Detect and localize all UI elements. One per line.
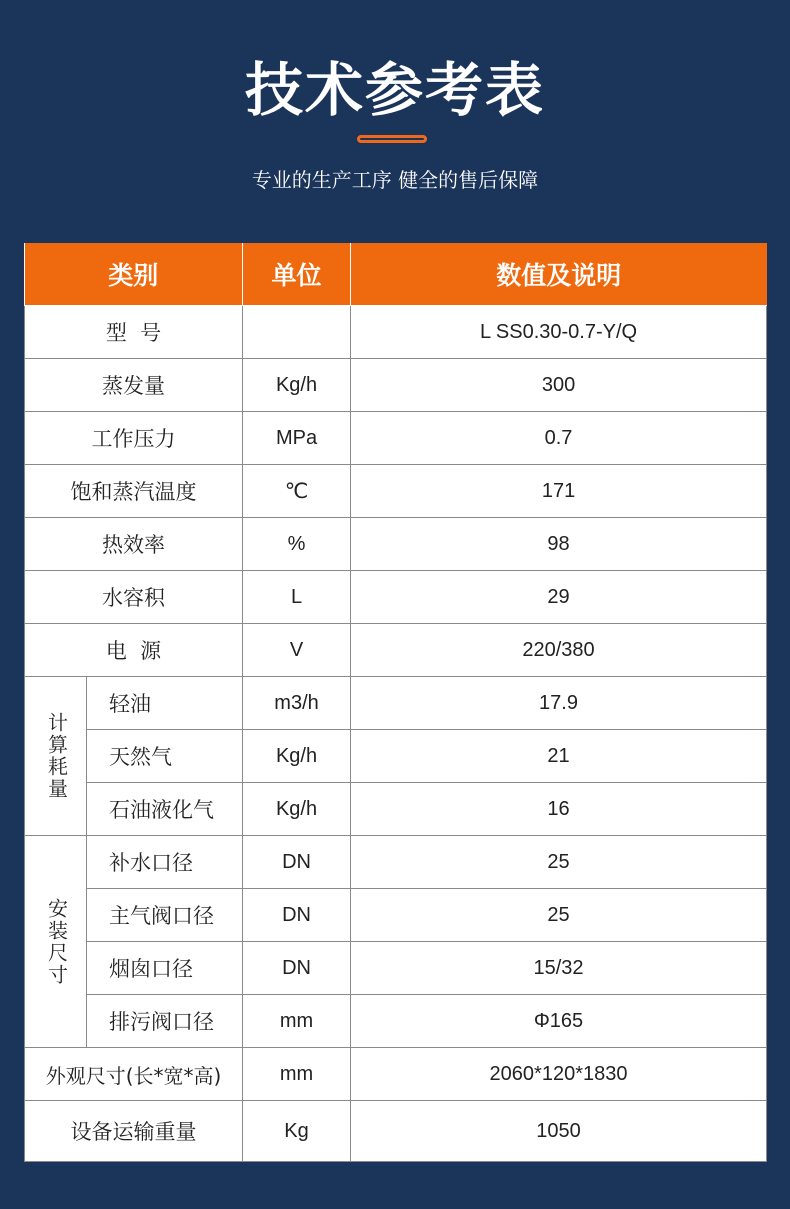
row-label: 热效率	[25, 518, 243, 571]
row-unit: Kg	[243, 1101, 351, 1162]
row-unit: Kg/h	[243, 359, 351, 412]
row-label: 主气阀口径	[87, 889, 243, 942]
row-value: 1050	[351, 1101, 767, 1162]
row-label: 型 号	[25, 306, 243, 359]
page-subtitle: 专业的生产工序 健全的售后保障	[251, 168, 539, 192]
decorative-pill	[357, 135, 427, 143]
row-unit: %	[243, 518, 351, 571]
row-value: 21	[351, 730, 767, 783]
row-value: 15/32	[351, 942, 767, 995]
table-row	[25, 465, 767, 518]
row-label: 蒸发量	[25, 359, 243, 412]
column-header-category: 类别	[25, 243, 243, 306]
table-row	[25, 571, 767, 624]
row-unit: Kg/h	[243, 730, 351, 783]
table-row	[25, 730, 767, 783]
table-row	[25, 942, 767, 995]
row-unit: Kg/h	[243, 783, 351, 836]
row-label: 排污阀口径	[87, 995, 243, 1048]
row-value: 16	[351, 783, 767, 836]
table-row	[25, 1101, 767, 1162]
row-unit: L	[243, 571, 351, 624]
table-row	[25, 1048, 767, 1101]
row-value: 25	[351, 836, 767, 889]
row-value: 300	[351, 359, 767, 412]
table-row	[25, 518, 767, 571]
row-value: Φ165	[351, 995, 767, 1048]
row-value: 25	[351, 889, 767, 942]
column-header-value: 数值及说明	[351, 243, 767, 306]
row-unit: mm	[243, 995, 351, 1048]
row-unit: DN	[243, 836, 351, 889]
row-label: 轻油	[87, 677, 243, 730]
table-row	[25, 412, 767, 465]
row-value: 17.9	[351, 677, 767, 730]
row-value: 29	[351, 571, 767, 624]
table-header-row	[25, 243, 767, 306]
row-value: 98	[351, 518, 767, 571]
row-label: 外观尺寸(长*宽*高)	[25, 1048, 243, 1101]
row-unit: V	[243, 624, 351, 677]
row-value: 220/380	[351, 624, 767, 677]
row-value: 0.7	[351, 412, 767, 465]
row-unit: DN	[243, 942, 351, 995]
row-label: 石油液化气	[87, 783, 243, 836]
row-label: 烟囱口径	[87, 942, 243, 995]
row-unit: m3/h	[243, 677, 351, 730]
row-label: 工作压力	[25, 412, 243, 465]
row-value: L SS0.30-0.7-Y/Q	[351, 306, 767, 359]
row-label: 饱和蒸汽温度	[25, 465, 243, 518]
row-unit: mm	[243, 1048, 351, 1101]
table-row	[25, 783, 767, 836]
row-unit: MPa	[243, 412, 351, 465]
page-title: 技术参考表	[244, 56, 545, 124]
row-label: 水容积	[25, 571, 243, 624]
row-label: 设备运输重量	[25, 1101, 243, 1162]
table-row	[25, 889, 767, 942]
table-row	[25, 836, 767, 889]
group-label-installation: 安装尺寸	[25, 836, 87, 1048]
table-row	[25, 995, 767, 1048]
table-row	[25, 359, 767, 412]
group-label-consumption: 计算耗量	[25, 677, 87, 836]
table-row	[25, 624, 767, 677]
row-label: 补水口径	[87, 836, 243, 889]
table-row	[25, 306, 767, 359]
row-value: 2060*120*1830	[351, 1048, 767, 1101]
spec-table	[24, 243, 767, 1162]
row-value: 171	[351, 465, 767, 518]
row-label: 天然气	[87, 730, 243, 783]
row-unit: DN	[243, 889, 351, 942]
table-row	[25, 677, 767, 730]
row-unit	[243, 306, 351, 359]
row-label: 电 源	[25, 624, 243, 677]
column-header-unit: 单位	[243, 243, 351, 306]
row-unit: ℃	[243, 465, 351, 518]
